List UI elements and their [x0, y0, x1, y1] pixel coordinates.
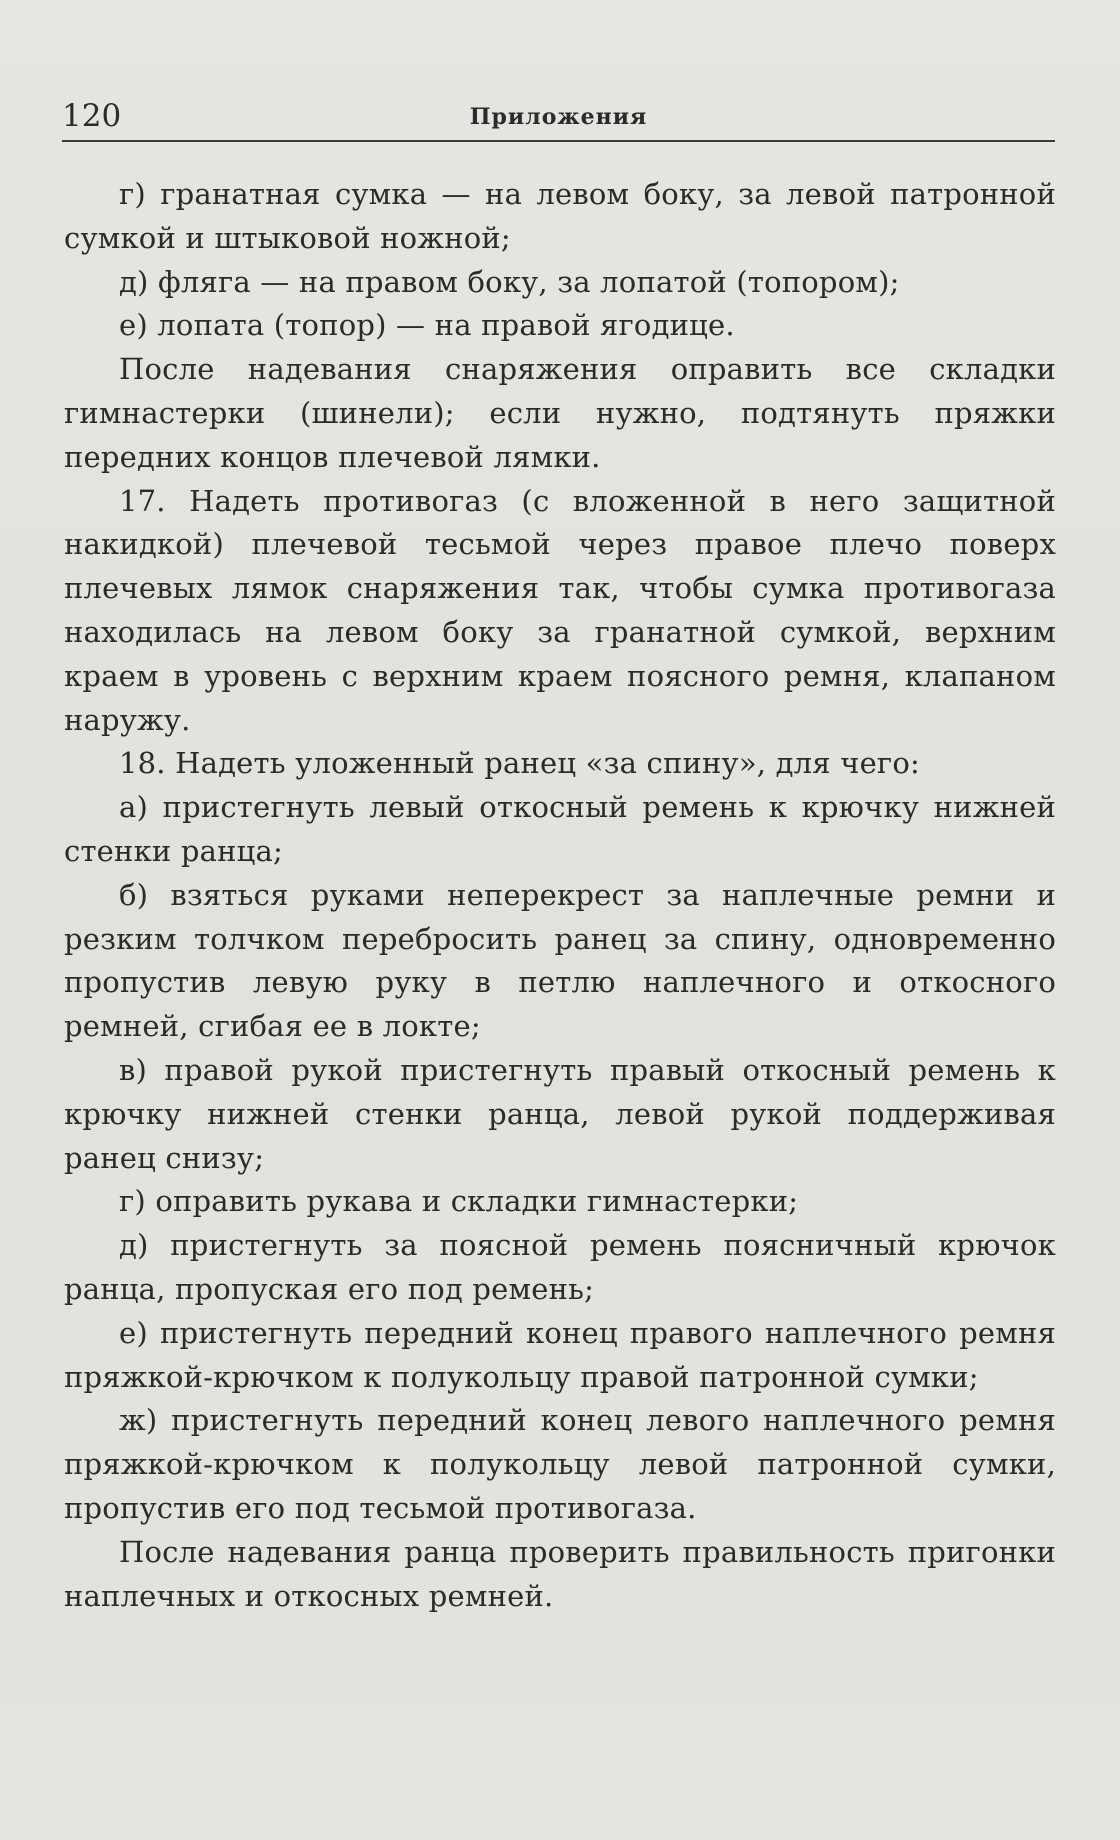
paragraph: е) пристегнуть передний конец правого наплечного ремня пряжкой-крючком к полукольцу правой патронной сумки;	[64, 1315, 1056, 1394]
paragraph: в) правой рукой пристегнуть правый откосный ремень к крючку нижней стенки ранца, левой рукой поддерживая ранец снизу;	[64, 1052, 1056, 1175]
paragraph: е) лопата (топор) — на правой ягодице.	[119, 308, 735, 343]
paragraph: После надевания ранца проверить правильность пригонки наплечных и откосных ремней.	[64, 1534, 1056, 1613]
paragraph: 17. Надеть противогаз (с вложенной в него защитной накидкой) плечевой тесьмой через правое плечо поверх плечевых лямок снаряжения так, чтобы сумка противогаза находилась на левом боку за гранатной сумкой, верхним краем в уровень с верхним краем поясного ремня, клапаном наружу.	[64, 483, 1056, 737]
running-title: Приложения	[469, 104, 648, 130]
paragraph: г) оправить рукава и складки гимнастерки;	[119, 1184, 799, 1219]
paragraph: ж) пристегнуть передний конец левого наплечного ремня пряжкой-крючком к полукольцу левой патронной сумки, пропустив его под тесьмой противогаза.	[64, 1403, 1056, 1525]
body-text	[64, 173, 1056, 1618]
paragraph: д) пристегнуть за поясной ремень поясничный крючок ранца, пропуская его под ремень;	[64, 1228, 1056, 1306]
page-number: 120	[62, 98, 122, 134]
paragraph: б) взяться руками неперекрест за наплечные ремни и резким толчком перебросить ранец за спину, одновременно пропустив левую руку в петлю наплечного и откосного ремней, сгибая ее в локте;	[64, 877, 1056, 1044]
page-header	[62, 92, 1055, 142]
paragraph: г) гранатная сумка — на левом боку, за левой патронной сумкой и штыковой ножной;	[64, 177, 1056, 255]
paragraph: а) пристегнуть левый откосный ремень к крючку нижней стенки ранца;	[64, 790, 1056, 868]
paragraph: 18. Надеть уложенный ранец «за спину», для чего:	[119, 746, 920, 781]
paragraph: После надевания снаряжения оправить все складки гимнастерки (шинели); если нужно, подтянуть пряжки передних концов плечевой лямки.	[64, 352, 1056, 474]
paragraph: д) фляга — на правом боку, за лопатой (топором);	[119, 264, 900, 299]
